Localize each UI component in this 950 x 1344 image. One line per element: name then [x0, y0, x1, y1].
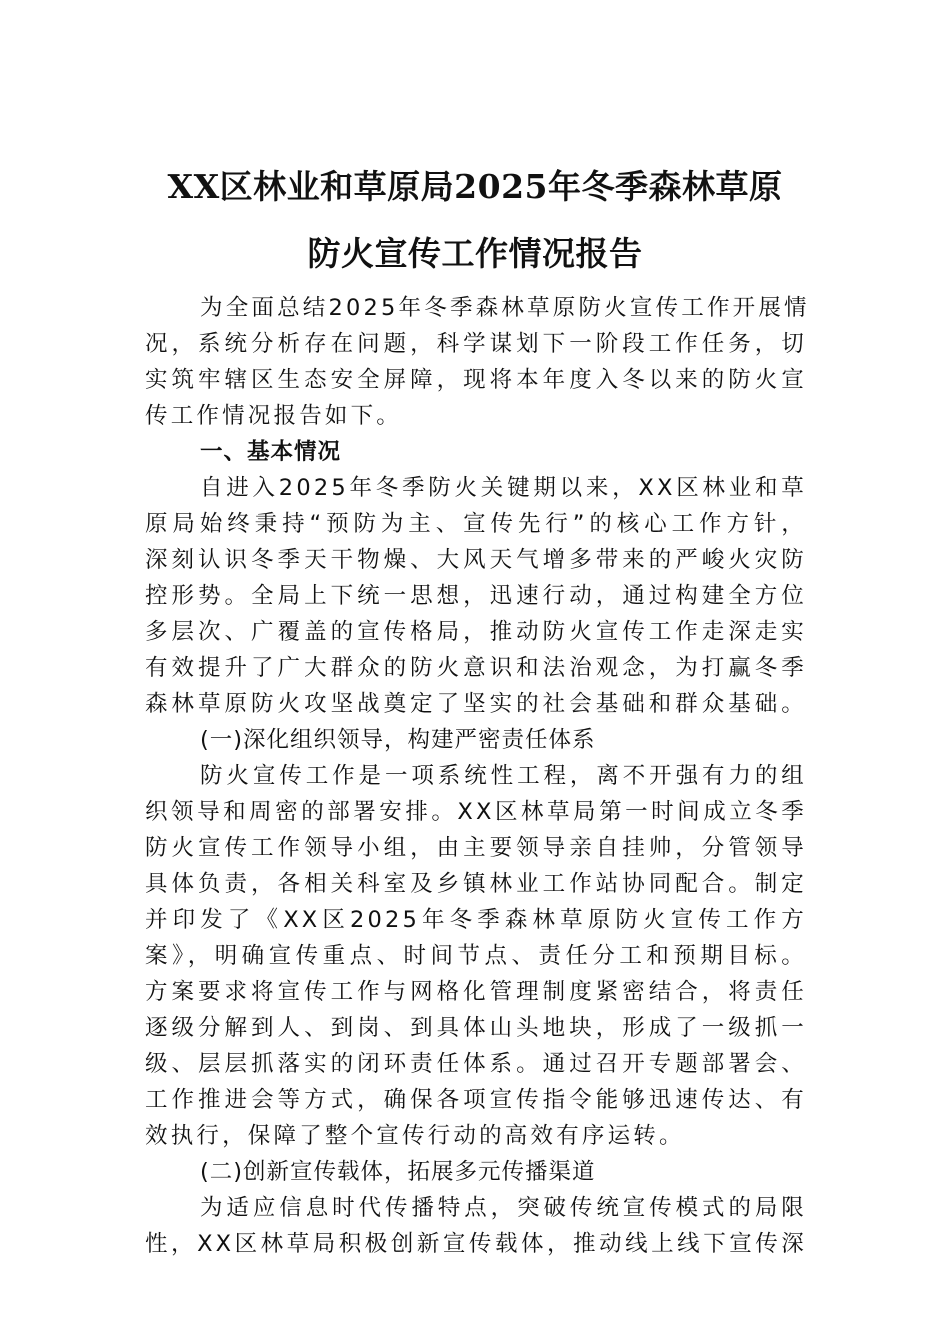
text-line: 况，系统分析存在问题，科学谋划下一阶段工作任务，切 — [145, 331, 807, 357]
text-line: 为全面总结2025年冬季森林草原防火宣传工作开展情 — [200, 295, 810, 321]
text-line: 织领导和周密的部署安排。XX区林草局第一时间成立冬季 — [145, 799, 807, 825]
document-body — [145, 290, 810, 1262]
text-line: 森林草原防火攻坚战奠定了坚实的社会基础和群众基础。 — [145, 691, 807, 717]
text-line: 传工作情况报告如下。 — [145, 403, 403, 429]
subsection-heading-2: (二)创新宣传载体，拓展多元传播渠道 — [200, 1159, 596, 1185]
basic-situation-paragraph — [145, 470, 807, 722]
intro-paragraph — [145, 290, 810, 434]
text-line: 深刻认识冬季天干物燥、大风天气增多带来的严峻火灾防 — [145, 547, 807, 573]
organization-leadership-paragraph — [145, 758, 807, 1154]
text-line: 逐级分解到人、到岗、到具体山头地块，形成了一级抓一 — [145, 1015, 807, 1041]
text-line: 具体负责，各相关科室及乡镇林业工作站协同配合。制定 — [145, 871, 807, 897]
text-line: 实筑牢辖区生态安全屏障，现将本年度入冬以来的防火宣 — [145, 367, 807, 393]
text-line: 工作推进会等方式，确保各项宣传指令能够迅速传达、有 — [145, 1087, 807, 1113]
section-heading-basic-situation: 一、基本情况 — [200, 439, 342, 465]
text-line: 性，XX区林草局积极创新宣传载体，推动线上线下宣传深 — [145, 1231, 807, 1257]
text-line: 防火宣传工作是一项系统性工程，离不开强有力的组 — [200, 763, 807, 789]
text-line: 防火宣传工作领导小组，由主要领导亲自挂帅，分管领导 — [145, 835, 807, 861]
innovation-carrier-paragraph — [145, 1190, 807, 1262]
text-line: 控形势。全局上下统一思想，迅速行动，通过构建全方位 — [145, 583, 807, 609]
text-line: 原局始终秉持“预防为主、宣传先行”的核心工作方针， — [145, 511, 807, 537]
text-line: 为适应信息时代传播特点，突破传统宣传模式的局限 — [200, 1195, 807, 1221]
text-line: 有效提升了广大群众的防火意识和法治观念，为打赢冬季 — [145, 655, 807, 681]
text-line: 效执行，保障了整个宣传行动的高效有序运转。 — [145, 1123, 685, 1149]
document-title-line-1: XX区林业和草原局2025年冬季森林草原 — [167, 167, 783, 206]
text-line: 并印发了《XX区2025年冬季森林草原防火宣传工作方 — [145, 907, 807, 933]
text-line: 自进入2025年冬季防火关键期以来，XX区林业和草 — [200, 475, 807, 501]
text-line: 案》，明确宣传重点、时间节点、责任分工和预期目标。 — [145, 943, 807, 969]
subsection-heading-1: (一)深化组织领导，构建严密责任体系 — [200, 727, 596, 753]
text-line: 多层次、广覆盖的宣传格局，推动防火宣传工作走深走实 — [145, 619, 807, 645]
text-line: 方案要求将宣传工作与网格化管理制度紧密结合，将责任 — [145, 979, 807, 1005]
text-line: 级、层层抓落实的闭环责任体系。通过召开专题部署会、 — [145, 1051, 807, 1077]
document-title-line-2: 防火宣传工作情况报告 — [307, 234, 643, 273]
